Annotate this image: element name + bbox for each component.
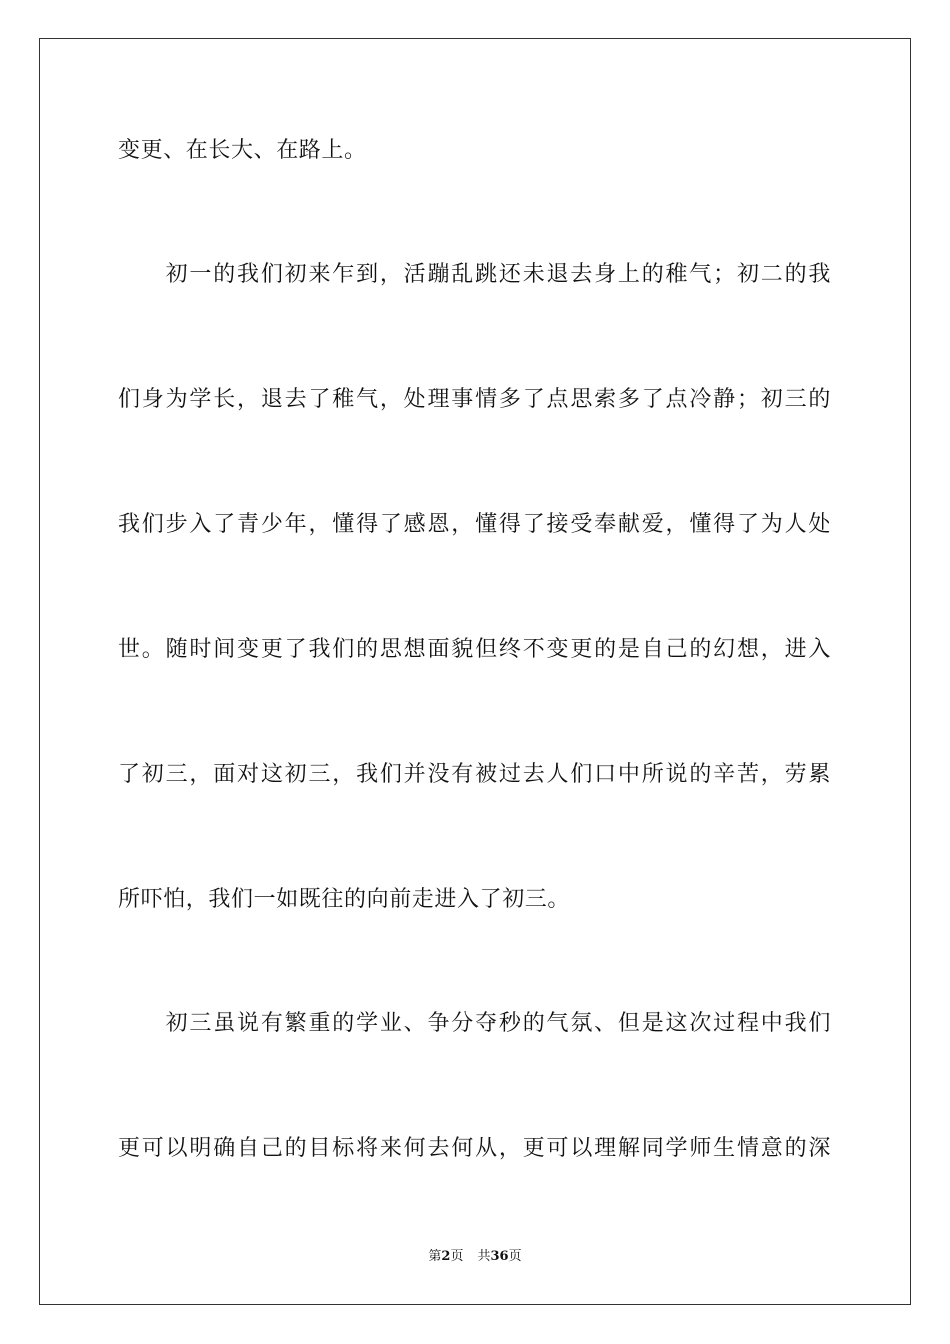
total-label-prefix: 共	[477, 1249, 491, 1264]
page-label-suffix: 页	[450, 1249, 464, 1264]
text-line: 更可以明确自己的目标将来何去何从，更可以理解同学师生情意的深	[118, 1136, 831, 1161]
total-pages: 36	[490, 1249, 509, 1264]
text-line: 初三虽说有繁重的学业、争分夺秒的气氛、但是这次过程中我们	[118, 1011, 831, 1036]
text-line: 所吓怕，我们一如既往的向前走进入了初三。	[118, 887, 571, 912]
page-footer	[0, 1247, 950, 1267]
page-number: 2	[441, 1249, 451, 1264]
total-label-suffix: 页	[508, 1249, 522, 1264]
text-line: 世。随时间变更了我们的思想面貌但终不变更的是自己的幻想，进入	[118, 637, 831, 662]
text-line: 初一的我们初来乍到，活蹦乱跳还未退去身上的稚气；初二的我	[118, 262, 831, 287]
page-label-prefix: 第	[428, 1249, 442, 1264]
text-line: 变更、在长大、在路上。	[118, 138, 367, 163]
text-line: 我们步入了青少年，懂得了感恩，懂得了接受奉献爱，懂得了为人处	[118, 512, 831, 537]
text-line: 们身为学长，退去了稚气，处理事情多了点思索多了点冷静；初三的	[118, 387, 831, 412]
text-line: 了初三，面对这初三，我们并没有被过去人们口中所说的辛苦，劳累	[118, 762, 831, 787]
page-border	[39, 38, 911, 1305]
